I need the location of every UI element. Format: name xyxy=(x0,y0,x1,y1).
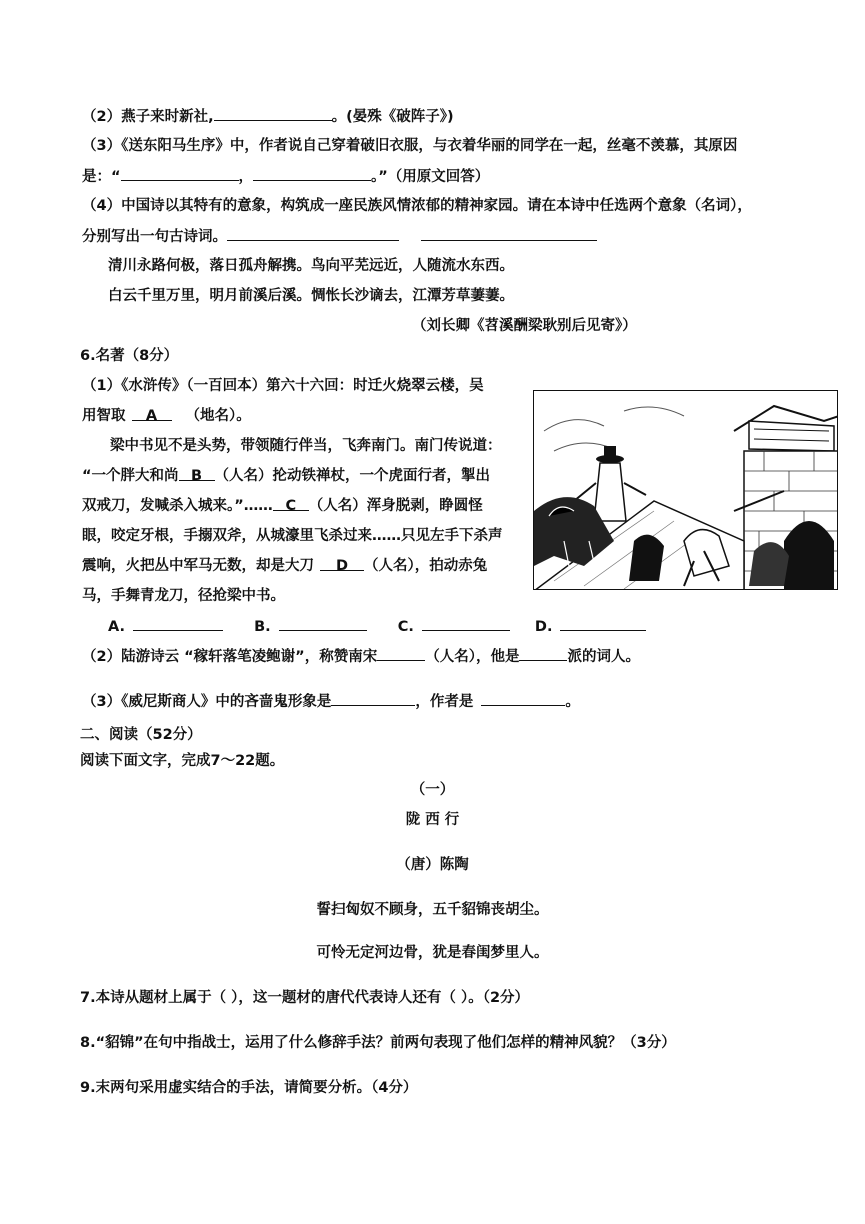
q6-item1-line3: 梁中书见不是头势，带领随行伴当，飞奔南门。南门传说道： xyxy=(110,438,502,454)
verse-1: 誓扫匈奴不顾身，五千貂锦丧胡尘。 xyxy=(316,902,549,918)
question-8: 8.“貂锦”在句中指战士，运用了什么修辞手法？前两句表现了他们怎样的精神风貌？（3分） xyxy=(80,1035,676,1051)
q6-answer-row: A. B. C. D. xyxy=(108,616,646,637)
answer-blank[interactable] xyxy=(481,691,565,706)
answer-blank[interactable] xyxy=(377,646,425,661)
q6-heading: 6.名著（8分） xyxy=(80,348,179,364)
poem-author: （唐）陈陶 xyxy=(396,857,469,873)
answer-blank[interactable] xyxy=(331,691,415,706)
q6-item1-line4: “一个胖大和尚 B （人名）抡动铁禅杖，一个虎面行者，掣出 xyxy=(82,468,491,484)
answer-blank-d[interactable] xyxy=(560,616,646,631)
answer-blank-b[interactable] xyxy=(279,616,367,631)
blank-b: B xyxy=(179,466,215,481)
q6-item1-line2: 用智取 A （地名）。 xyxy=(82,408,251,424)
poem-line-2: 白云千里万里，明月前溪后溪。惆怅长沙谪去，江潭芳草萋萋。 xyxy=(108,288,514,304)
poem-line-1: 清川永路何极，落日孤舟解携。鸟向平芜远近，人随流水东西。 xyxy=(108,258,514,274)
blank-c: C xyxy=(273,496,309,511)
q5-item3-line2: 是：“ ， 。”（用原文回答） xyxy=(82,166,489,187)
battle-illustration xyxy=(533,390,838,590)
q6-item1-line8: 马，手舞青龙刀，径抢梁中书。 xyxy=(82,588,285,604)
section2-intro: 阅读下面文字，完成7～22题。 xyxy=(80,753,285,769)
q6-item1-line7: 震响，火把丛中军马无数，却是大刀 D （人名），拍动赤兔 xyxy=(82,558,488,574)
answer-blank[interactable] xyxy=(227,226,399,241)
q6-item1-line5: 双戒刀，发喊杀入城来。”…… C （人名）浑身脱剥，睁圆怪 xyxy=(82,498,483,514)
answer-blank[interactable] xyxy=(214,106,332,121)
verse-2: 可怜无定河边骨，犹是春闺梦里人。 xyxy=(316,945,549,961)
answer-blank[interactable] xyxy=(519,646,567,661)
q5-item4-line2: 分别写出一句古诗词。 xyxy=(82,226,597,247)
answer-blank[interactable] xyxy=(121,166,239,181)
poem-source: （刘长卿《苕溪酬梁耿别后见寄》） xyxy=(412,318,637,334)
q6-item3: （3）《威尼斯商人》中的吝啬鬼形象是 ，作者是 。 xyxy=(82,691,580,712)
battle-scene-drawing xyxy=(534,391,838,590)
blank-d: D xyxy=(320,556,364,571)
q6-item1-line6: 眼，咬定牙根，手搦双斧，从城濠里飞杀过来……只见左手下杀声 xyxy=(82,528,503,544)
question-9: 9.末两句采用虚实结合的手法，请简要分析。（4分） xyxy=(80,1080,418,1096)
q5-item2: （2）燕子来时新社, 。(晏殊《破阵子》) xyxy=(82,106,454,127)
answer-blank[interactable] xyxy=(253,166,371,181)
answer-blank-a[interactable] xyxy=(133,616,223,631)
q5-item3-line1: （3）《送东阳马生序》中，作者说自己穿着破旧衣服，与衣着华丽的同学在一起，丝毫不羡慕，其原因 xyxy=(82,138,738,154)
blank-a: A xyxy=(132,406,172,421)
part-number: （一） xyxy=(410,782,455,798)
question-7: 7.本诗从题材上属于（ ），这一题材的唐代代表诗人还有（ ）。（2分） xyxy=(80,990,530,1006)
q6-item2: （2）陆游诗云 “稼轩落笔凌鲍谢”，称赞南宋 （人名），他是 派的词人。 xyxy=(82,646,640,667)
q5-item4-line1: （4）中国诗以其特有的意象，构筑成一座民族风情浓郁的精神家园。请在本诗中任选两个意象（名词）， xyxy=(82,198,752,214)
answer-blank[interactable] xyxy=(421,226,597,241)
poem-title: 陇 西 行 xyxy=(405,812,460,828)
section2-heading: 二、阅读（52分） xyxy=(80,727,202,743)
q6-item1-line1: （1）《水浒传》（一百回本）第六十六回：时迁火烧翠云楼，吴 xyxy=(82,378,484,394)
answer-blank-c[interactable] xyxy=(422,616,510,631)
